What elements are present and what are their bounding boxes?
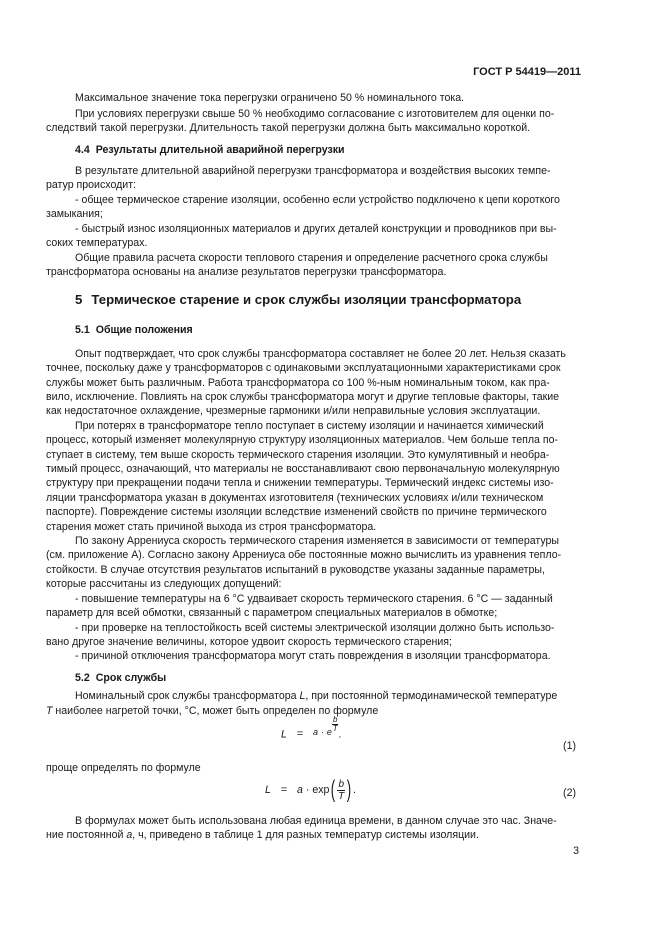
section-title: Термическое старение и срок службы изоляции трансформатора [91,292,522,307]
left-paren: ( [331,776,336,803]
text-line: - повышение температуры на 6 °С удваивает скорость термического старения. 6 °С — заданный [75,593,553,605]
text-line: вило, исключение. Повлиять на срок службы трансформатора могут и другие тепловые факторы, такие [46,391,560,403]
equation-2-number: (2) [563,787,576,799]
text-line: тимый процесс, означающий, что материалы не восстанавливают свою первоначальную молекулярную [46,463,560,475]
section-number: 5.1 [75,324,90,336]
text-line: По закону Аррениуса скорость термического старения изменяется в зависимости от температуры [75,535,560,547]
paragraph-line [75,690,557,703]
denominator: T [338,790,345,802]
text: Номинальный срок службы трансформатора [75,690,300,702]
paragraph-line [46,829,479,842]
text: ние постоянной [46,829,127,841]
text-line: процесс, который изменяет молекулярную структуру изоляционных материалов. Чем больше тепла по- [46,434,559,446]
section-5-heading [75,293,521,306]
paragraph-line [46,705,378,718]
text-line: (см. приложение А). Согласно закону Аррениуса обе постоянные можно вычислить из уравнения тепло- [46,549,562,561]
text-line: ратур происходит: [46,179,136,191]
text-line: соких температурах. [46,237,148,249]
text-line: которые рассчитаны из следующих допущений: [46,578,282,590]
symbol-L: L [299,690,306,702]
eq-a: a [313,727,319,738]
text-line: службы может быть различным. Работа трансформатора со 100 %-ным номинальным током, как пра- [46,377,550,389]
text-line: трансформатора основаны на анализе результатов перегрузки трансформатора. [46,266,447,278]
eq-end: . [338,728,342,741]
eq-lhs: L [265,783,271,796]
text-line: При потерях в трансформаторе тепло поступает в систему изоляции и начинается химический [75,420,544,432]
section-title: Общие положения [95,324,193,336]
text-line: При условиях перегрузки свыше 50 % необходимо согласование с изготовителем для оценки по- [75,108,555,120]
text-line: - при проверке на теплостойкость всей системы электрической изоляции должно быть использо- [75,622,555,634]
section-5-1-heading [75,324,193,337]
text-line: следствий такой перегрузки. Длительность такой перегрузки должна быть максимально короткой. [46,122,531,134]
text-line: старения может стать причиной выхода из строя трансформатора. [46,521,377,533]
eq-dot: · [305,783,310,796]
eq-sign: = [280,783,288,796]
equation-2 [265,776,356,804]
section-number: 5.2 [75,672,90,684]
right-paren: ) [346,776,352,803]
page-number: 3 [573,845,579,857]
text-line: точнее, поскольку даже у трансформаторов с одинаковыми эксплуатационными характеристиками срок [46,362,561,374]
equation-1-number: (1) [563,740,576,752]
eq-exp: exp [312,783,330,796]
text-line: В результате длительной аварийной перегрузки трансформатора и воздействия высоких темпе- [75,165,551,177]
section-4-4-heading [75,144,345,157]
symbol-T: T [46,705,53,717]
equation-1 [281,715,342,743]
text-line: Максимальное значение тока перегрузки ограничено 50 % номинального тока. [75,92,465,104]
text-line: вано другое значение величины, которое удвоит скорость термического старения; [46,636,452,648]
text-line: - быстрый износ изоляционных материалов и других деталей конструкции и проводников при вы- [75,223,557,235]
text-line: проще определять по формуле [46,762,201,774]
text-line: В формулах может быть использована любая единица времени, в данном случае это час. Значе- [75,815,557,827]
text: , при постоянной термодинамической температуре [305,690,558,702]
symbol-a: a [126,829,133,841]
text-line: Общие правила расчета скорости теплового старения и определение расчетного срока службы [75,252,548,264]
section-title: Срок службы [95,672,167,684]
exponent-fraction [332,716,338,733]
eq-dot: · [320,727,324,738]
eq-end: . [353,783,356,796]
numerator: b [332,715,338,724]
text-line: ляции трансформатора указан в документах изготовителя (технических условиях и/или техническом [46,492,544,504]
section-number: 5 [75,292,83,307]
text-line: - общее термическое старение изоляции, особенно если устройство подключено к цепи короткого [75,194,560,206]
text-line: стойкости. В случае отсутствия результатов испытаний в руководстве указаны заданные параметры, [46,564,545,576]
text-line: замыкания; [46,208,103,220]
text-line: паспорте). Повреждение системы изоляции вследствие изменений свойств по причине термического [46,506,547,518]
eq-a: a [297,783,303,796]
text: , ч, приведено в таблице 1 для разных температур системы изоляции. [132,829,479,841]
text-line: ступает в систему, тем выше скорость термического старения изоляции. Это кумулятивный и необра- [46,449,550,461]
eq-lhs: L [281,728,287,741]
text-line: структуру при прекращении подачи тепла и снижении температуры. Термический индекс системы изо- [46,477,554,489]
text-line: Опыт подтверждает, что срок службы трансформатора составляет не более 20 лет. Нельзя сказать [75,348,566,360]
fraction [337,779,345,802]
text-line: параметр для всей обмотки, связанный с параметром специальных материалов в обмотке; [46,607,498,619]
numerator: b [338,778,344,790]
text-line: - причиной отключения трансформатора могут стать повреждения в изоляции трансформатора. [75,650,551,662]
eq-sign: = [296,728,304,741]
text: наиболее нагретой точки, °С, может быть определен по формуле [52,705,379,717]
section-title: Результаты длительной аварийной перегрузки [95,144,345,156]
eq-e: e [326,727,332,738]
section-5-2-heading [75,672,166,685]
text-line: как недостаточное охлаждение, чрезмерные гармоники и/или неправильные условия эксплуатации. [46,405,541,417]
section-number: 4.4 [75,144,90,156]
denominator: T [332,724,338,733]
document-header: ГОСТ Р 54419—2011 [473,66,581,78]
